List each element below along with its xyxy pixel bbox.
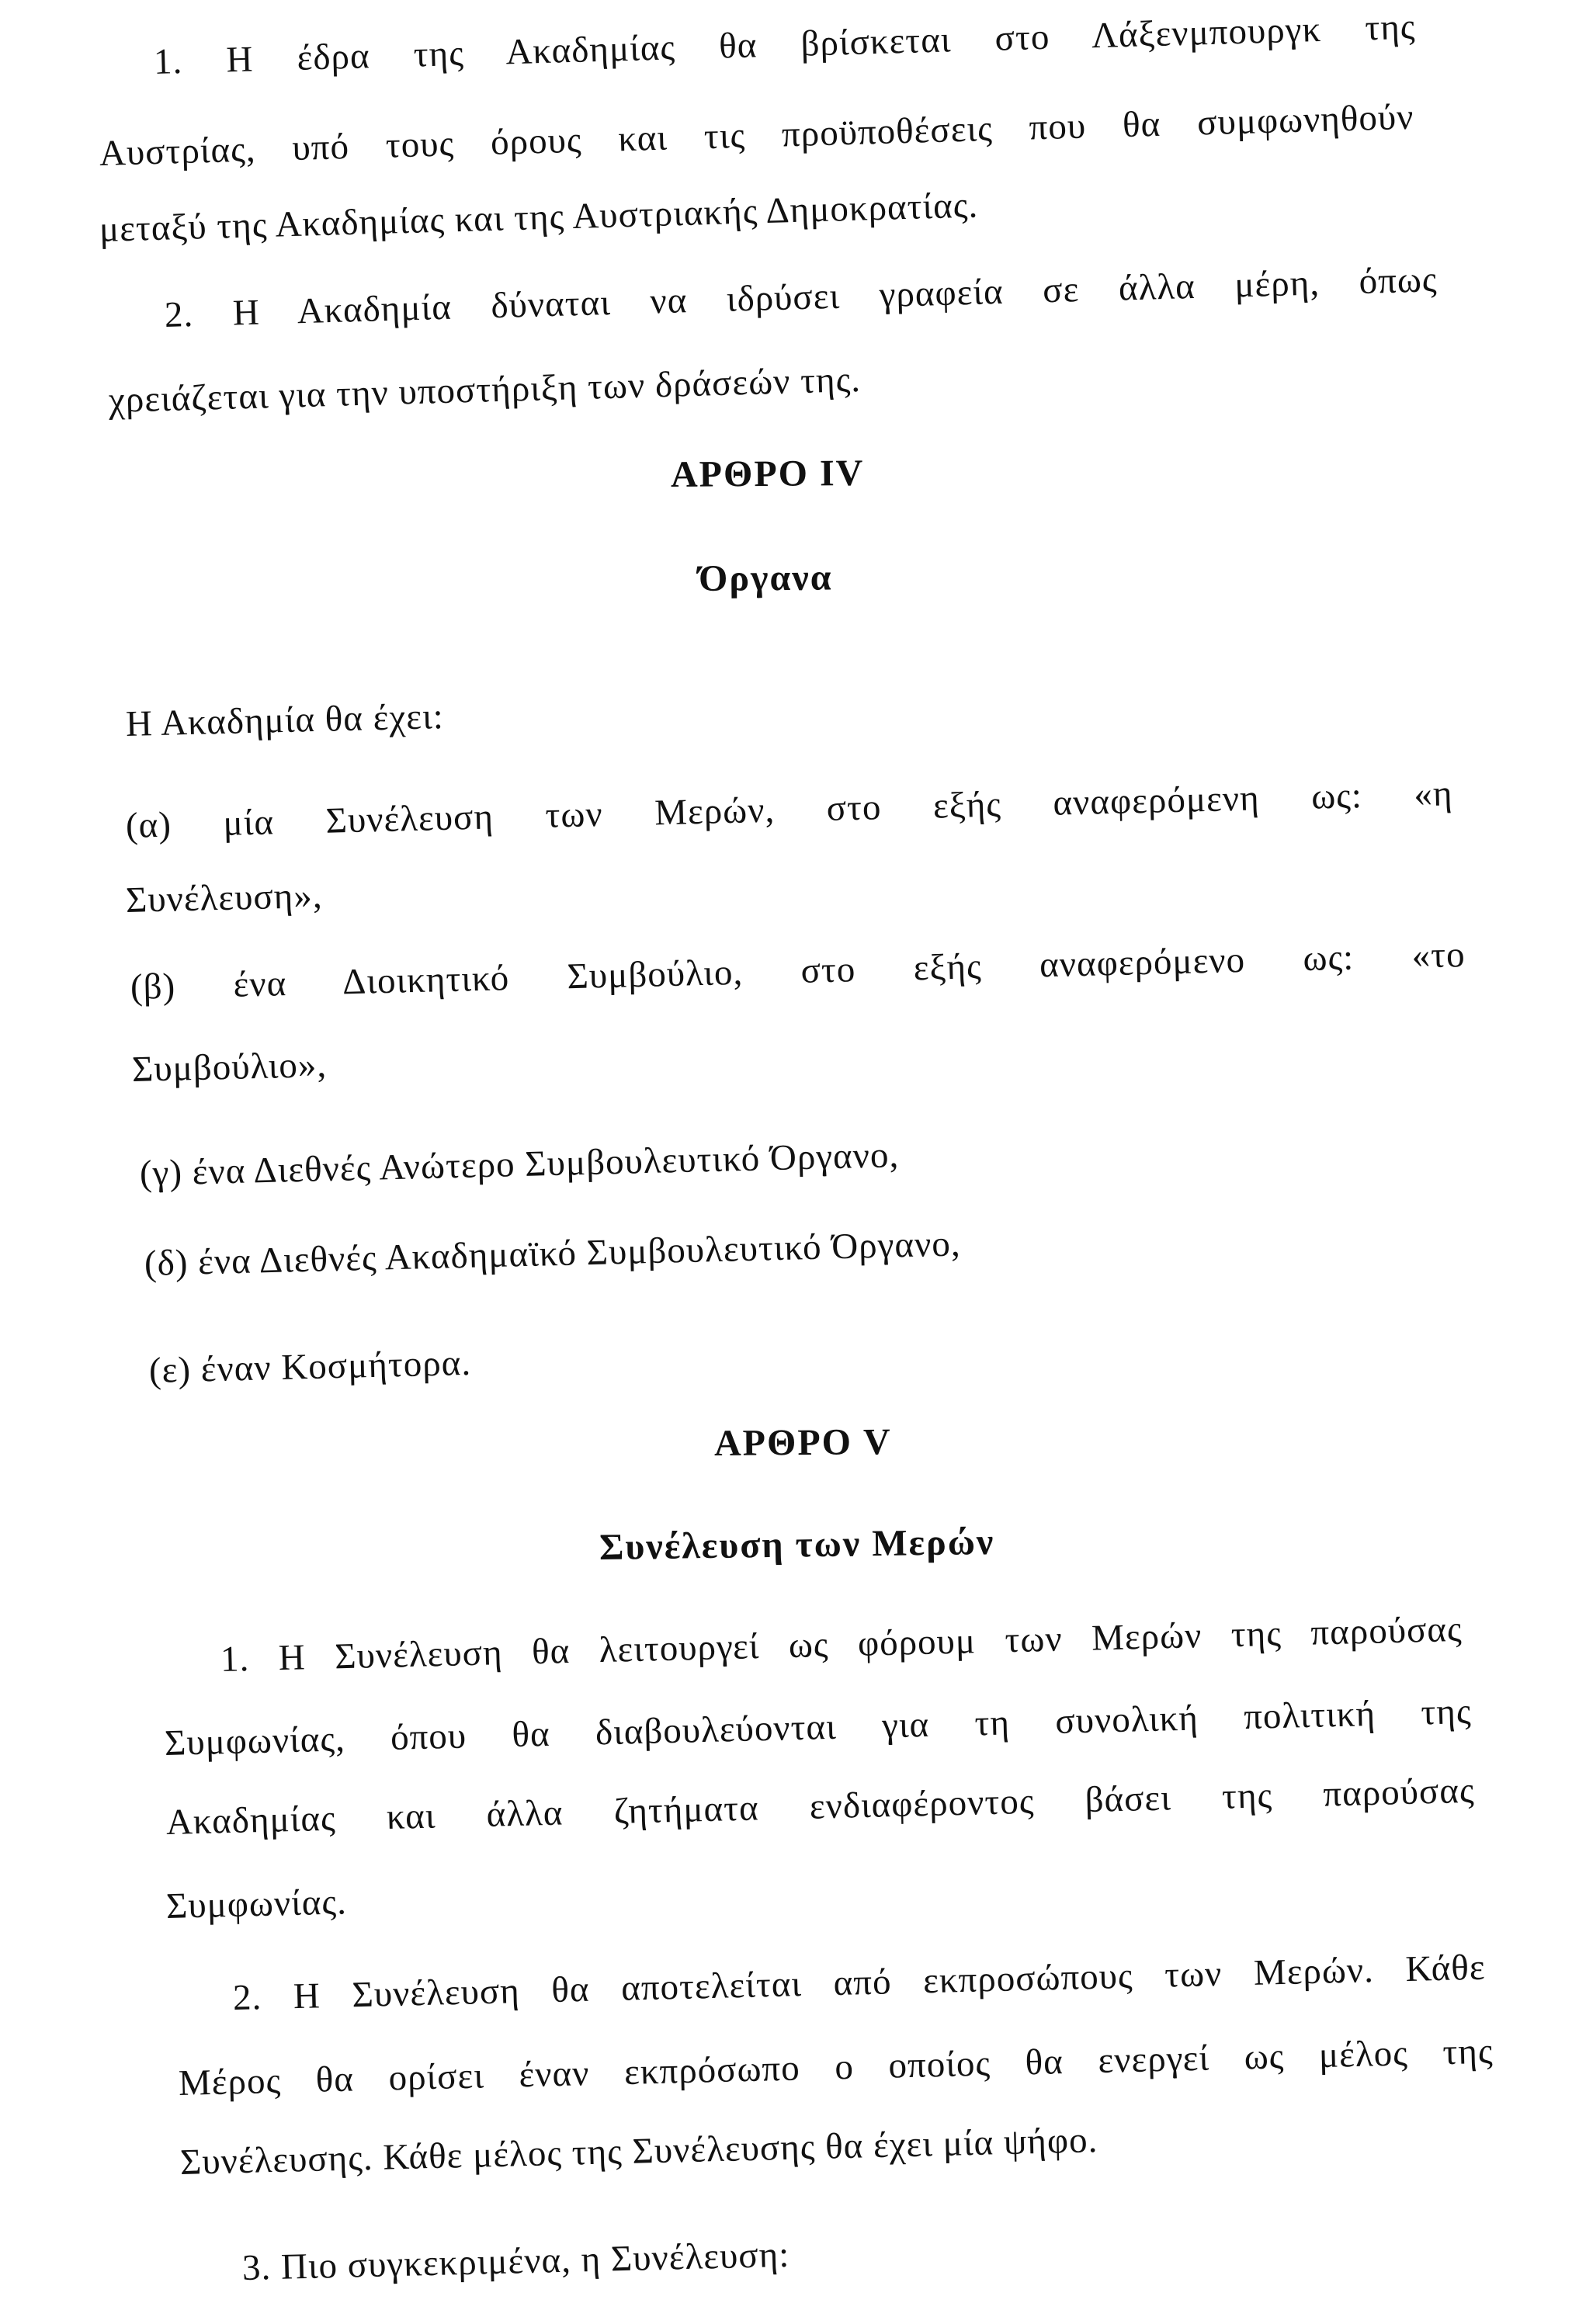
art4-item-b-line2: Συμβούλιο», bbox=[131, 1044, 328, 1090]
art5-p2-line3: Συνέλευσης. Κάθε μέλος της Συνέλευσης θα έχει μία ψήφο. bbox=[179, 2120, 1098, 2183]
art3-p2-line2: χρειάζεται για την υποστήριξη των δράσεών της. bbox=[108, 359, 862, 421]
art4-item-d: (δ) ένα Διεθνές Ακαδημαϊκό Συμβουλευτικό Όργανο, bbox=[144, 1223, 962, 1284]
art4-intro: Η Ακαδημία θα έχει: bbox=[125, 695, 445, 744]
art5-p1-line1: 1. Η Συνέλευση θα λειτουργεί ως φόρουμ των Μερών της παρούσας bbox=[220, 1608, 1463, 1680]
art3-p2-line1: 2. Η Ακαδημία δύναται να ιδρύσει γραφεία σε άλλα μέρη, όπως bbox=[164, 259, 1439, 335]
art4-item-a-line1: (α) μία Συνέλευση των Μερών, στο εξής αναφερόμενη ως: «η bbox=[125, 773, 1454, 846]
art4-item-c: (γ) ένα Διεθνές Ανώτερο Συμβουλευτικό Όργανο, bbox=[139, 1135, 900, 1194]
art3-p1-line3: μεταξύ της Ακαδημίας και της Αυστριακής Δημοκρατίας. bbox=[99, 185, 979, 250]
art5-title: ΑΡΘΡΟ V bbox=[713, 1421, 892, 1464]
art5-p3-line1: 3. Πιο συγκεκριμένα, η Συνέλευση: bbox=[241, 2234, 790, 2288]
art5-subtitle: Συνέλευση των Μερών bbox=[599, 1521, 995, 1568]
art5-p1-line4: Συμφωνίας. bbox=[165, 1882, 348, 1927]
art5-p2-line2: Μέρος θα ορίσει έναν εκπρόσωπο ο οποίος θα ενεργεί ως μέλος της bbox=[178, 2031, 1494, 2104]
art5-p2-line1: 2. Η Συνέλευση θα αποτελείται από εκπροσώπους των Μερών. Κάθε bbox=[232, 1947, 1487, 2018]
art4-subtitle: Όργανα bbox=[698, 557, 833, 599]
art5-p1-line2: Συμφωνίας, όπου θα διαβουλεύονται για τη συνολική πολιτική της bbox=[164, 1691, 1473, 1764]
art5-p1-line3: Ακαδημίας και άλλα ζητήματα ενδιαφέροντος βάσει της παρούσας bbox=[165, 1770, 1476, 1843]
art4-item-e: (ε) έναν Κοσμήτορα. bbox=[148, 1342, 472, 1391]
art3-p1-line1: 1. Η έδρα της Ακαδημίας θα βρίσκεται στο Λάξενμπουργκ της bbox=[153, 6, 1417, 82]
art4-item-a-line2: Συνέλευση», bbox=[125, 875, 324, 921]
art4-item-b-line1: (β) ένα Διοικητικό Συμβούλιο, στο εξής αναφερόμενο ως: «το bbox=[130, 934, 1466, 1008]
art3-p1-line2: Αυστρίας, υπό τους όρους και τις προϋποθέσεις που θα συμφωνηθούν bbox=[99, 96, 1415, 174]
art4-title: ΑΡΘΡΟ IV bbox=[670, 452, 865, 495]
